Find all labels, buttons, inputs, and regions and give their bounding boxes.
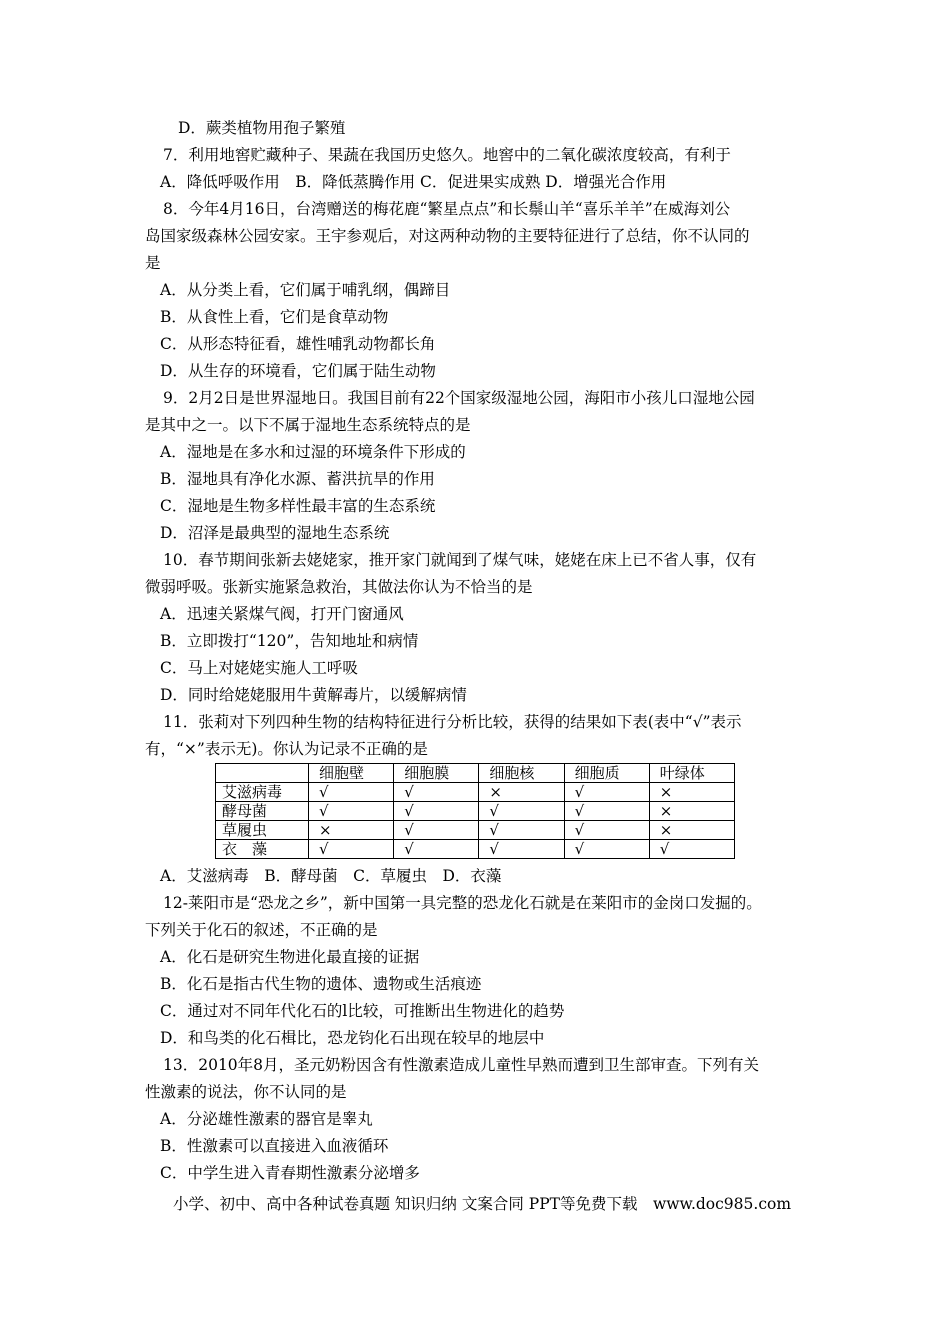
- options-q7: A．降低呼吸作用 B．降低蒸腾作用 C．促进果实成熟 D．增强光合作用: [160, 173, 667, 191]
- table-cell: 艾滋病毒: [216, 783, 309, 802]
- question-13: 13．2010年8月，圣元奶粉因含有性激素造成儿童性早熟而遭到卫生部审查。下列有关: [163, 1056, 760, 1074]
- question-12: 12-莱阳市是“恐龙之乡”，新中国第一具完整的恐龙化石就是在莱阳市的金岗口发掘的。: [163, 894, 762, 912]
- table-cell: √: [564, 802, 649, 821]
- table-cell: √: [564, 840, 649, 859]
- options-q11: A．艾滋病毒 B．酵母菌 C．草履虫 D．衣藻: [160, 867, 502, 885]
- table-cell: √: [479, 802, 564, 821]
- table-cell: √: [394, 783, 479, 802]
- option-c-q8: C．从形态特征看，雄性哺乳动物都长角: [160, 335, 436, 353]
- option-c-q9: C．湿地是生物多样性最丰富的生态系统: [160, 497, 436, 515]
- question-13-cont: 性激素的说法，你不认同的是: [145, 1083, 347, 1101]
- table-header: 细胞核: [479, 764, 564, 783]
- table-header: 细胞膜: [394, 764, 479, 783]
- table-cell: √: [394, 840, 479, 859]
- option-b-q9: B．湿地具有净化水源、蓄洪抗旱的作用: [160, 470, 435, 488]
- table-cell: ×: [309, 821, 394, 840]
- table-header: [216, 764, 309, 783]
- option-b-q12: B．化石是指古代生物的遗体、遗物或生活痕迹: [160, 975, 482, 993]
- table-row: [216, 840, 735, 859]
- question-12-cont: 下列关于化石的叙述，不正确的是: [145, 921, 378, 939]
- table-row: [216, 802, 735, 821]
- question-9-cont: 是其中之一。以下不属于湿地生态系统特点的是: [145, 416, 471, 434]
- option-d-q9: D．沼泽是最典型的湿地生态系统: [160, 524, 390, 542]
- option-c-q13: C．中学生进入青春期性激素分泌增多: [160, 1164, 420, 1182]
- table-cell: ×: [649, 783, 734, 802]
- table-cell: √: [479, 840, 564, 859]
- table-cell: √: [564, 821, 649, 840]
- option-a-q8: A．从分类上看，它们属于哺乳纲，偶蹄目: [160, 281, 451, 299]
- table-cell: ×: [649, 821, 734, 840]
- table-cell: √: [394, 802, 479, 821]
- option-a-q13: A．分泌雄性激素的器官是睾丸: [160, 1110, 373, 1128]
- table-header: 细胞壁: [309, 764, 394, 783]
- option-d-q10: D．同时给姥姥服用牛黄解毒片，以缓解病情: [160, 686, 467, 704]
- option-d-q8: D．从生存的环境看，它们属于陆生动物: [160, 362, 436, 380]
- question-10-cont: 微弱呼吸。张新实施紧急救治，其做法你认为不恰当的是: [145, 578, 533, 596]
- question-10: 10．春节期间张新去姥姥家，推开家门就闻到了煤气味，姥姥在床上已不省人事，仅有: [163, 551, 757, 569]
- table-header: 细胞质: [564, 764, 649, 783]
- option-c-q12: C．通过对不同年代化石的l比较，可推断出生物进化的趋势: [160, 1002, 565, 1020]
- question-9: 9．2月2日是世界湿地日。我国目前有22个国家级湿地公园，海阳市小孩儿口湿地公园: [163, 389, 755, 407]
- question-8: 8．今年4月16日，台湾赠送的梅花鹿“繁星点点”和长鬃山羊“喜乐羊羊”在威海刘公: [163, 200, 731, 218]
- option-d-q6: D．蕨类植物用孢子繁殖: [178, 119, 346, 137]
- table-cell: √: [309, 840, 394, 859]
- comparison-table: [215, 763, 735, 859]
- table-cell: 草履虫: [216, 821, 309, 840]
- option-b-q13: B．性激素可以直接进入血液循环: [160, 1137, 389, 1155]
- table-cell: √: [394, 821, 479, 840]
- table-cell: √: [479, 821, 564, 840]
- question-8-cont2: 是: [145, 254, 161, 272]
- question-7: 7．利用地窖贮藏种子、果蔬在我国历史悠久。地窖中的二氧化碳浓度较高，有利于: [163, 146, 731, 164]
- option-b-q8: B．从食性上看，它们是食草动物: [160, 308, 389, 326]
- question-11: 11．张莉对下列四种生物的结构特征进行分析比较，获得的结果如下表(表中“√”表示: [163, 713, 742, 731]
- option-b-q10: B．立即拨打“120”，告知地址和病情: [160, 632, 419, 650]
- table-cell: 衣 藻: [216, 840, 309, 859]
- option-a-q9: A．湿地是在多水和过湿的环境条件下形成的: [160, 443, 466, 461]
- table-row: [216, 783, 735, 802]
- table-cell: ×: [479, 783, 564, 802]
- option-c-q10: C．马上对姥姥实施人工呼吸: [160, 659, 358, 677]
- question-11-cont: 有，“×”表示无)。你认为记录不正确的是: [145, 740, 428, 758]
- table-header: 叶绿体: [649, 764, 734, 783]
- page-footer: 小学、初中、高中各种试卷真题 知识归纳 文案合同 PPT等免费下载 www.doc985.com: [173, 1195, 792, 1213]
- table-header-row: [216, 764, 735, 783]
- option-a-q12: A．化石是研究生物进化最直接的证据: [160, 948, 420, 966]
- option-d-q12: D．和鸟类的化石楫比，恐龙钧化石出现在较早的地层中: [160, 1029, 545, 1047]
- question-8-cont: 岛国家级森林公园安家。王宇参观后，对这两种动物的主要特征进行了总结，你不认同的: [145, 227, 750, 245]
- table-cell: ×: [649, 802, 734, 821]
- option-a-q10: A．迅速关紧煤气阀，打开门窗通风: [160, 605, 404, 623]
- table-cell: √: [564, 783, 649, 802]
- table-cell: √: [649, 840, 734, 859]
- table-cell: √: [309, 783, 394, 802]
- table-cell: √: [309, 802, 394, 821]
- table-row: [216, 821, 735, 840]
- table-cell: 酵母菌: [216, 802, 309, 821]
